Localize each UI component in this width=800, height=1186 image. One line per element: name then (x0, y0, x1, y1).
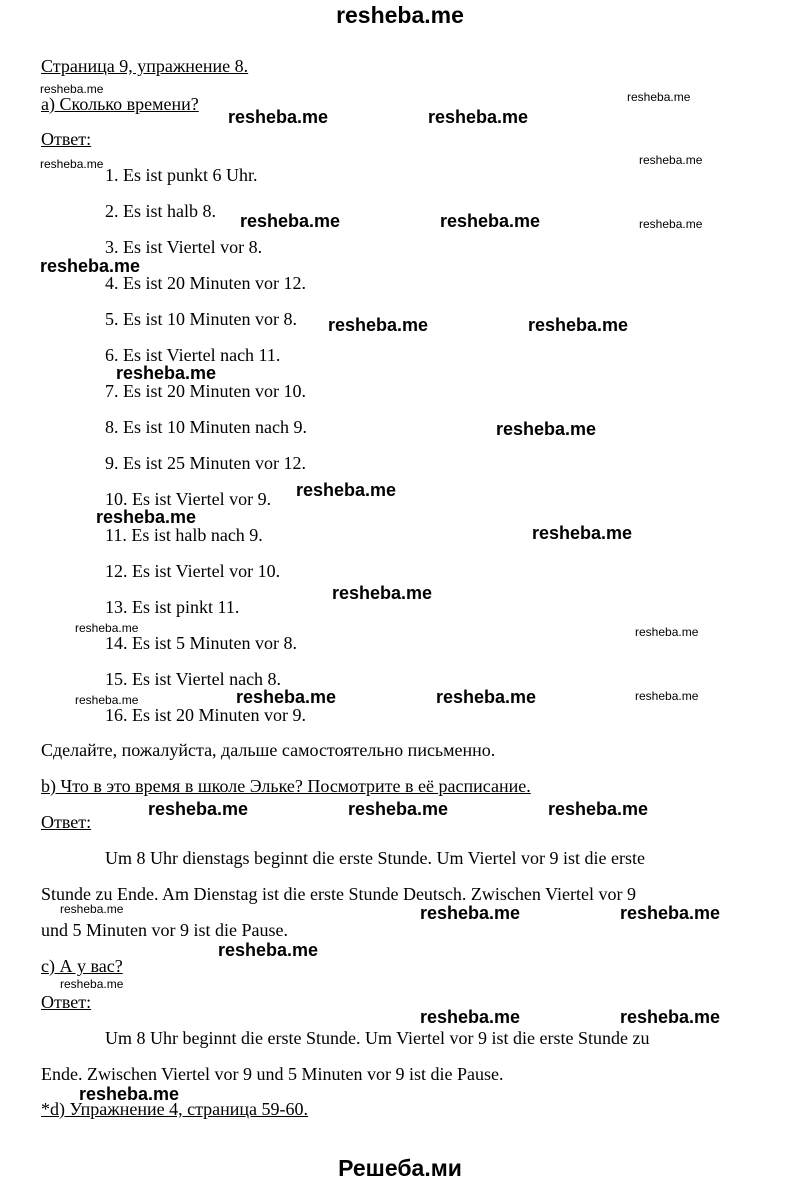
watermark: resheba.me (75, 621, 139, 635)
watermark: resheba.me (496, 419, 597, 439)
answer-item: 6. Es ist Viertel nach 11. (105, 345, 281, 365)
watermark: resheba.me (148, 799, 249, 819)
watermark: resheba.me (40, 82, 104, 96)
watermark: resheba.me (428, 107, 529, 127)
watermark: resheba.me (40, 157, 104, 171)
watermark: resheba.me (240, 211, 341, 231)
watermark: resheba.me (436, 687, 537, 707)
part-b-text-line: Um 8 Uhr dienstags beginnt die erste Stunde. Um Viertel vor 9 ist die erste (105, 848, 645, 868)
watermark: resheba.me (639, 153, 703, 167)
watermark: resheba.me (79, 1084, 180, 1104)
answer-item: 4. Es ist 20 Minuten vor 12. (105, 273, 306, 293)
watermark: resheba.me (532, 523, 633, 543)
part-a-note: Сделайте, пожалуйста, дальше самостоятельно письменно. (41, 740, 496, 760)
watermark: resheba.me (639, 217, 703, 231)
part-a-heading: а) Сколько времени? (41, 94, 199, 114)
watermark: resheba.me (60, 902, 124, 916)
watermark: resheba.me (332, 583, 433, 603)
watermark: resheba.me (440, 211, 541, 231)
part-c-heading: c) А у вас? (41, 956, 123, 976)
answer-item: 8. Es ist 10 Minuten nach 9. (105, 417, 307, 437)
watermark: resheba.me (218, 940, 319, 960)
site-header: resheba.me (336, 2, 464, 28)
answer-item: 3. Es ist Viertel vor 8. (105, 237, 263, 257)
watermark: resheba.me (328, 315, 429, 335)
watermark: resheba.me (620, 1007, 721, 1027)
answer-item: 13. Es ist pinkt 11. (105, 597, 240, 617)
site-footer: Решеба.ми (338, 1155, 462, 1181)
part-c-answer-label: Ответ: (41, 992, 92, 1012)
part-b-answer-label: Ответ: (41, 812, 92, 832)
watermark: resheba.me (420, 1007, 521, 1027)
watermark: resheba.me (420, 903, 521, 923)
watermark: resheba.me (40, 256, 141, 276)
answer-item: 1. Es ist punkt 6 Uhr. (105, 165, 258, 185)
part-b-heading: b) Что в это время в школе Эльке? Посмотрите в её расписание. (41, 776, 531, 796)
answer-item: 7. Es ist 20 Minuten vor 10. (105, 381, 306, 401)
watermark: resheba.me (635, 625, 699, 639)
watermark: resheba.me (75, 693, 139, 707)
watermark: resheba.me (620, 903, 721, 923)
answer-item: 12. Es ist Viertel vor 10. (105, 561, 281, 581)
answer-item: 14. Es ist 5 Minuten vor 8. (105, 633, 297, 653)
part-b-text-line: Stunde zu Ende. Am Dienstag ist die erste Stunde Deutsch. Zwischen Viertel vor 9 (41, 884, 636, 904)
watermark: resheba.me (528, 315, 629, 335)
part-b-text-line: und 5 Minuten vor 9 ist die Pause. (41, 920, 288, 940)
watermark: resheba.me (60, 977, 124, 991)
watermark: resheba.me (296, 480, 397, 500)
watermark: resheba.me (548, 799, 649, 819)
watermark: resheba.me (116, 363, 217, 383)
watermark: resheba.me (635, 689, 699, 703)
watermark: resheba.me (348, 799, 449, 819)
part-d-heading: *d) Упражнение 4, страница 59-60. (41, 1099, 309, 1119)
answer-item: 9. Es ist 25 Minuten vor 12. (105, 453, 306, 473)
watermark: resheba.me (236, 687, 337, 707)
answer-item: 2. Es ist halb 8. (105, 201, 216, 221)
watermark: resheba.me (228, 107, 329, 127)
watermark: resheba.me (96, 507, 197, 527)
part-a-answer-label: Ответ: (41, 129, 92, 149)
answer-item: 11. Es ist halb nach 9. (105, 525, 263, 545)
answer-item: 10. Es ist Viertel vor 9. (105, 489, 272, 509)
part-c-text-line: Ende. Zwischen Viertel vor 9 und 5 Minuten vor 9 ist die Pause. (41, 1064, 504, 1084)
page-title: Страница 9, упражнение 8. (41, 56, 249, 76)
answer-item: 5. Es ist 10 Minuten vor 8. (105, 309, 297, 329)
watermark: resheba.me (627, 90, 691, 104)
answer-item: 15. Es ist Viertel nach 8. (105, 669, 282, 689)
part-c-text-line: Um 8 Uhr beginnt die erste Stunde. Um Viertel vor 9 ist die erste Stunde zu (105, 1028, 650, 1048)
answer-item: 16. Es ist 20 Minuten vor 9. (105, 705, 306, 725)
